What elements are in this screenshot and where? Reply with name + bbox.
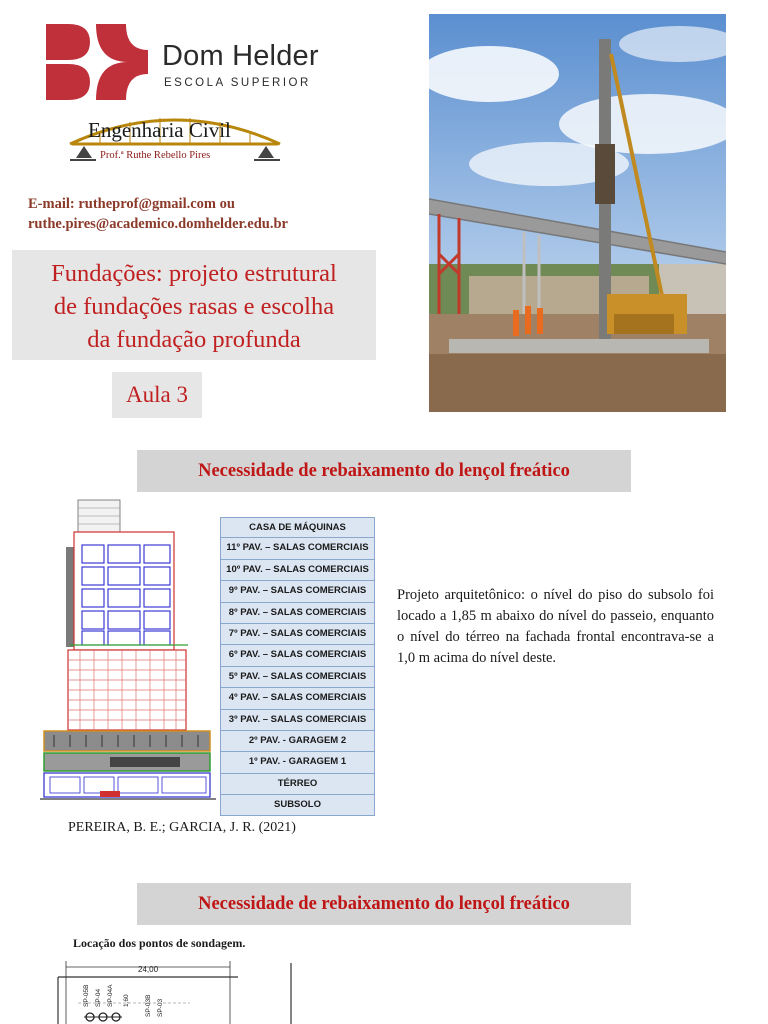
email-line-1: E-mail: rutheprof@gmail.com ou [28, 196, 235, 212]
engineering-emblem [60, 100, 290, 168]
floor-item: 8º PAV. – SALAS COMERCIAIS [220, 603, 375, 624]
boring-label: SP-04A [107, 984, 114, 1007]
floor-item: 1º PAV. - GARAGEM 1 [220, 752, 375, 773]
section-title-2: Necessidade de rebaixamento do lençol freático [137, 883, 631, 925]
boring-location-drawing [50, 955, 300, 1024]
logo-subtitle: ESCOLA SUPERIOR [164, 77, 311, 89]
floor-item: 9º PAV. – SALAS COMERCIAIS [220, 581, 375, 602]
lesson-label: Aula 3 [112, 372, 202, 418]
email-line-2: ruthe.pires@academico.domhelder.edu.br [28, 216, 288, 232]
location-title: Locação dos pontos de sondagem. [73, 936, 246, 950]
course-title: Engenharia Civil [88, 118, 231, 142]
title-line-3: da fundação profunda [87, 326, 301, 353]
title-line-1: Fundações: projeto estrutural [51, 260, 337, 287]
contact-email [28, 194, 288, 234]
floor-item: 3º PAV. – SALAS COMERCIAIS [220, 710, 375, 731]
title-line-2: de fundações rasas e escolha [53, 293, 335, 320]
floor-item: SUBSOLO [220, 795, 375, 816]
boring-label: SP-05B [83, 984, 90, 1007]
floor-list [220, 517, 375, 816]
boring-label: SP-03B [145, 994, 152, 1017]
boring-label: SP-03 [157, 998, 164, 1017]
floor-item: TÉRREO [220, 774, 375, 795]
section-title-1: Necessidade de rebaixamento do lençol freático [137, 450, 631, 492]
floor-item: 4º PAV. – SALAS COMERCIAIS [220, 688, 375, 709]
building-facade-drawing [40, 495, 216, 805]
project-description: Projeto arquitetônico: o nível do piso do subsolo foi locado a 1,85 m abaixo do nível do passeio, enquanto o nível do térreo na fachada frontal encontrava-se a 1,0 m acima do nível deste. [397, 587, 714, 666]
professor-name: Prof.ª Ruthe Rebello Pires [100, 150, 211, 161]
drawing-dimension: 24,00 [138, 965, 159, 974]
floor-item: 5º PAV. – SALAS COMERCIAIS [220, 667, 375, 688]
pile-driving-photo [429, 14, 726, 412]
floor-item: 7º PAV. – SALAS COMERCIAIS [220, 624, 375, 645]
dom-helder-emblem-icon [44, 22, 154, 102]
document-title [12, 250, 376, 360]
floor-item: 10º PAV. – SALAS COMERCIAIS [220, 560, 375, 581]
floor-item: 2º PAV. - GARAGEM 2 [220, 731, 375, 752]
citation: PEREIRA, B. E.; GARCIA, J. R. (2021) [68, 820, 296, 835]
boring-point-icon [84, 1013, 122, 1021]
floor-item: CASA DE MÁQUINAS [220, 517, 375, 538]
dom-helder-logo [44, 22, 334, 102]
boring-label: SP-04 [95, 988, 102, 1007]
floor-item: 11º PAV. – SALAS COMERCIAIS [220, 538, 375, 559]
floor-item: 6º PAV. – SALAS COMERCIAIS [220, 645, 375, 666]
boring-label: 1,60 [123, 994, 130, 1007]
logo-name: Dom Helder [162, 40, 319, 72]
